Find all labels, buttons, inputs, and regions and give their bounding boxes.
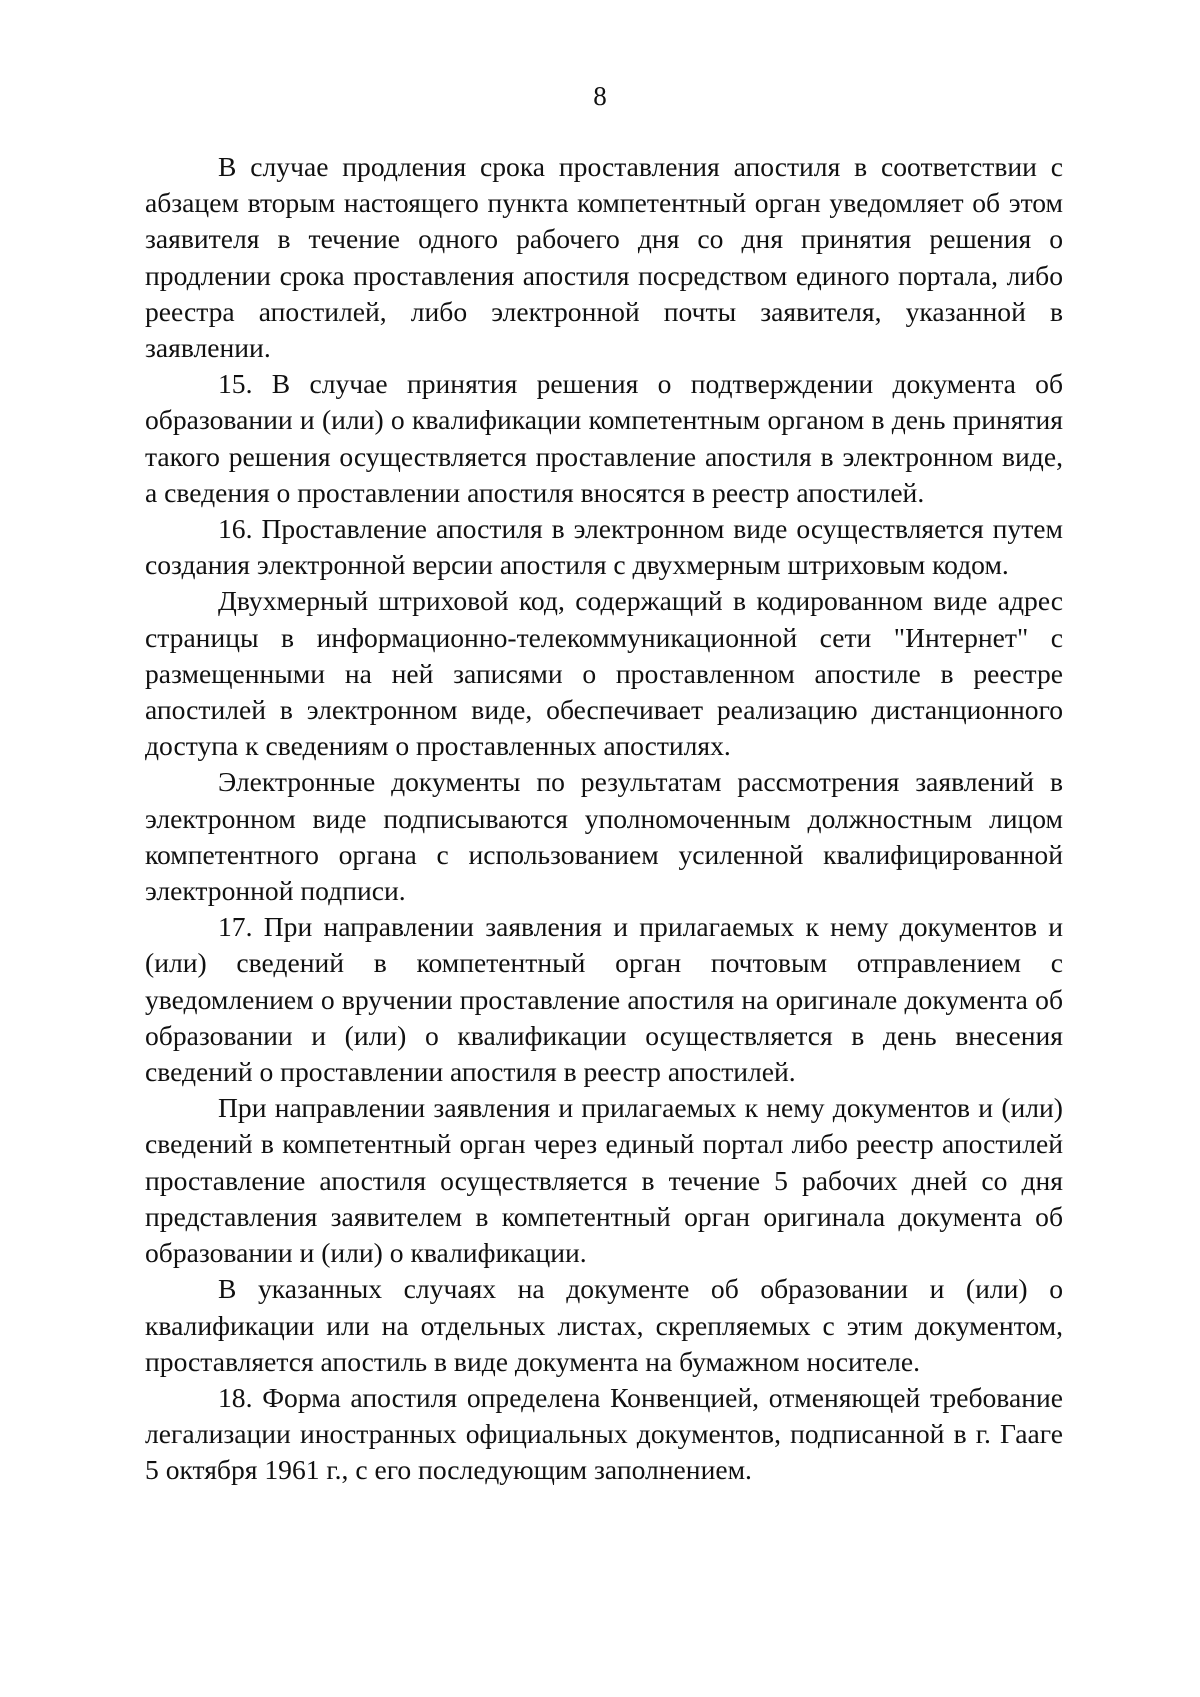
paragraph-extension-notice: В случае продления срока проставления апостиля в соответствии с абзацем вторым настоящего пункта компетентный орган уведомляет об этом заявителя в течение одного рабочего дня со дня принятия решения о продлении срока проставления апостиля посредством единого портала, либо реестра апостилей, либо электронной почты заявителя, указанной в заявлении. <box>145 151 1063 364</box>
paragraph-paper-apostille: В указанных случаях на документе об образовании и (или) о квалификации или на отдельных листах, скрепляемых с этим документом, проставляется апостиль в виде документа на бумажном носителе. <box>145 1273 1063 1377</box>
paragraph-portal-submission: При направлении заявления и прилагаемых к нему документов и (или) сведений в компетентный орган через единый портал либо реестр апостилей проставление апостиля осуществляется в течение 5 рабочих дней со дня представления заявителем в компетентный орган оригинала документа об образовании и (или) о квалификации. <box>145 1092 1063 1269</box>
paragraph-clause-15: 15. В случае принятия решения о подтверждении документа об образовании и (или) о квалификации компетентным органом в день принятия такого решения осуществляется проставление апостиля в электронном виде, а сведения о проставлении апостиля вносятся в реестр апостилей. <box>145 368 1063 508</box>
paragraph-clause-16: 16. Проставление апостиля в электронном виде осуществляется путем создания электронной версии апостиля с двухмерным штриховым кодом. <box>145 513 1063 581</box>
paragraph-clause-17: 17. При направлении заявления и прилагаемых к нему документов и (или) сведений в компетентный орган почтовым отправлением с уведомлением о вручении проставление апостиля на оригинале документа об образовании и (или) о квалификации осуществляется в день внесения сведений о проставлении апостиля в реестр апостилей. <box>145 911 1063 1088</box>
paragraph-electronic-signature: Электронные документы по результатам рассмотрения заявлений в электронном виде подписываются уполномоченным должностным лицом компетентного органа с использованием усиленной квалифицированной электронной подписи. <box>145 766 1063 907</box>
document-body <box>145 149 1063 1489</box>
paragraph-barcode: Двухмерный штриховой код, содержащий в кодированном виде адрес страницы в информационно-телекоммуникационной сети "Интернет" с размещенными на ней записями о проставленном апостиле в реестре апостилей в электронном виде, обеспечивает реализацию дистанционного доступа к сведениям о проставленных апостилях. <box>145 585 1063 762</box>
paragraph-clause-18: 18. Форма апостиля определена Конвенцией, отменяющей требование легализации иностранных официальных документов, подписанной в г. Гааге 5 октября 1961 г., с его последующим заполнением. <box>145 1381 1063 1486</box>
page-number: 8 <box>593 81 607 111</box>
